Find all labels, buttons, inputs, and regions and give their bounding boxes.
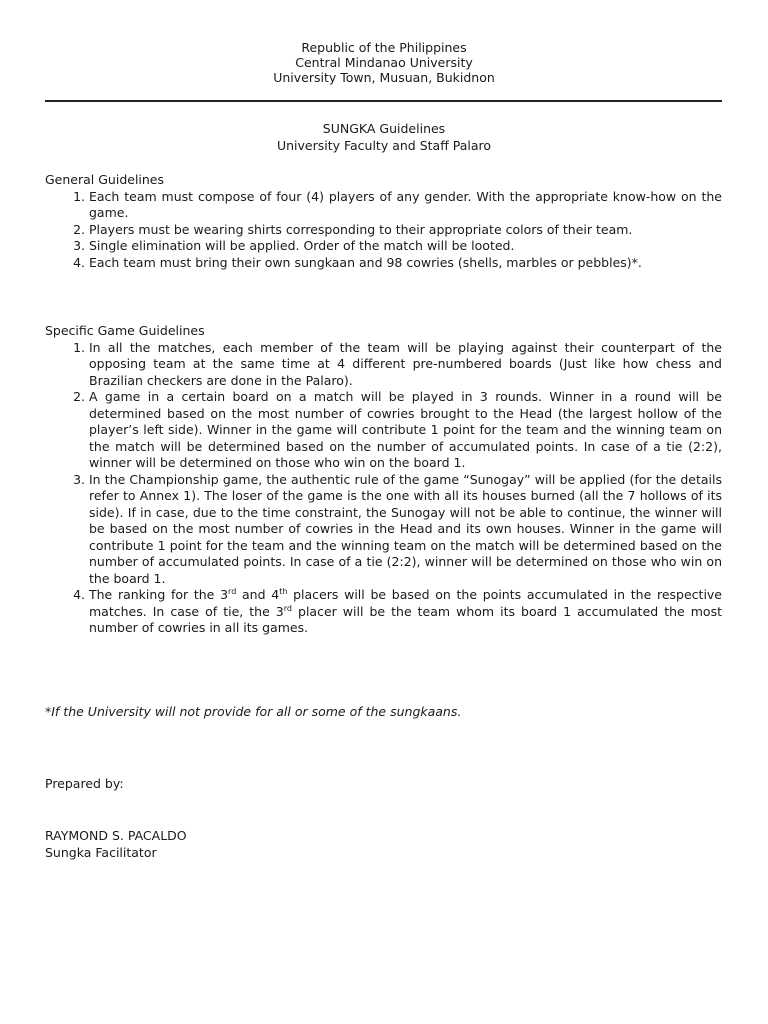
specific-guidelines-heading: Specific Game Guidelines xyxy=(45,323,205,338)
general-guideline-item: 1. Each team must compose of four (4) players of any gender. With the appropriate know-how on the game. xyxy=(89,189,722,222)
specific-guideline-item: 4. The ranking for the 3rd and 4th placers will be based on the points accumulated in the respective matches. In case of tie, the 3rd placer will be the team whom its board 1 accumulated the most number of cowries in all its games. xyxy=(89,587,722,637)
specific-guideline-item: 3. In the Championship game, the authentic rule of the game “Sunogay” will be applied (for the details refer to Annex 1). The loser of the game is the one with all its houses burned (all the 7 hollows of its side). If in case, due to the time constraint, the Sunogay will not be able to continue, the winner will be based on the most number of cowries in the Head and its own houses. Winner in the game will contribute 1 point for the team and the winning team on the match will be determined based on the number of accumulated points. In case of a tie (2:2), winner will be determined on those who win on the board 1. xyxy=(89,472,722,588)
specific-guideline-item: 1. In all the matches, each member of the team will be playing against their counterpart of the opposing team at the same time at 4 different pre-numbered boards (Just like how chess and Brazilian checkers are done in the Palaro). xyxy=(89,340,722,390)
letterhead-university: Central Mindanao University xyxy=(295,55,473,70)
specific-guideline-item: 2. A game in a certain board on a match will be played in 3 rounds. Winner in a round will be determined based on the most number of cowries brought to the Head (the largest hollow of the player’s left side). Winner in the game will contribute 1 point for the team and the winning team on the match will be determined based on the number of accumulated points. In case of a tie (2:2), winner will be determined on those who win on the board 1. xyxy=(89,389,722,472)
title-main: SUNGKA Guidelines xyxy=(322,121,446,136)
letterhead-address: University Town, Musuan, Bukidnon xyxy=(273,70,495,85)
document-title xyxy=(0,120,768,154)
prepared-by-label: Prepared by: xyxy=(45,776,124,791)
general-guideline-item: 3. Single elimination will be applied. Order of the match will be looted. xyxy=(89,238,722,255)
specific-guidelines-section xyxy=(45,323,722,637)
general-guideline-item: 2. Players must be wearing shirts corresponding to their appropriate colors of their team. xyxy=(89,222,722,239)
letterhead xyxy=(0,40,768,85)
preparer-role: Sungka Facilitator xyxy=(45,845,157,860)
header-divider xyxy=(45,100,722,102)
specific-guidelines-list xyxy=(45,340,722,637)
general-guidelines-list xyxy=(45,189,722,272)
general-guidelines-heading: General Guidelines xyxy=(45,172,165,187)
preparer-name: RAYMOND S. PACALDO xyxy=(45,828,187,843)
general-guidelines-section xyxy=(45,172,722,271)
general-guideline-item: 4. Each team must bring their own sungkaan and 98 cowries (shells, marbles or pebbles)*. xyxy=(89,255,722,272)
letterhead-country: Republic of the Philippines xyxy=(301,40,467,55)
footnote: *If the University will not provide for all or some of the sungkaans. xyxy=(45,704,462,719)
title-sub: University Faculty and Staff Palaro xyxy=(276,138,492,153)
